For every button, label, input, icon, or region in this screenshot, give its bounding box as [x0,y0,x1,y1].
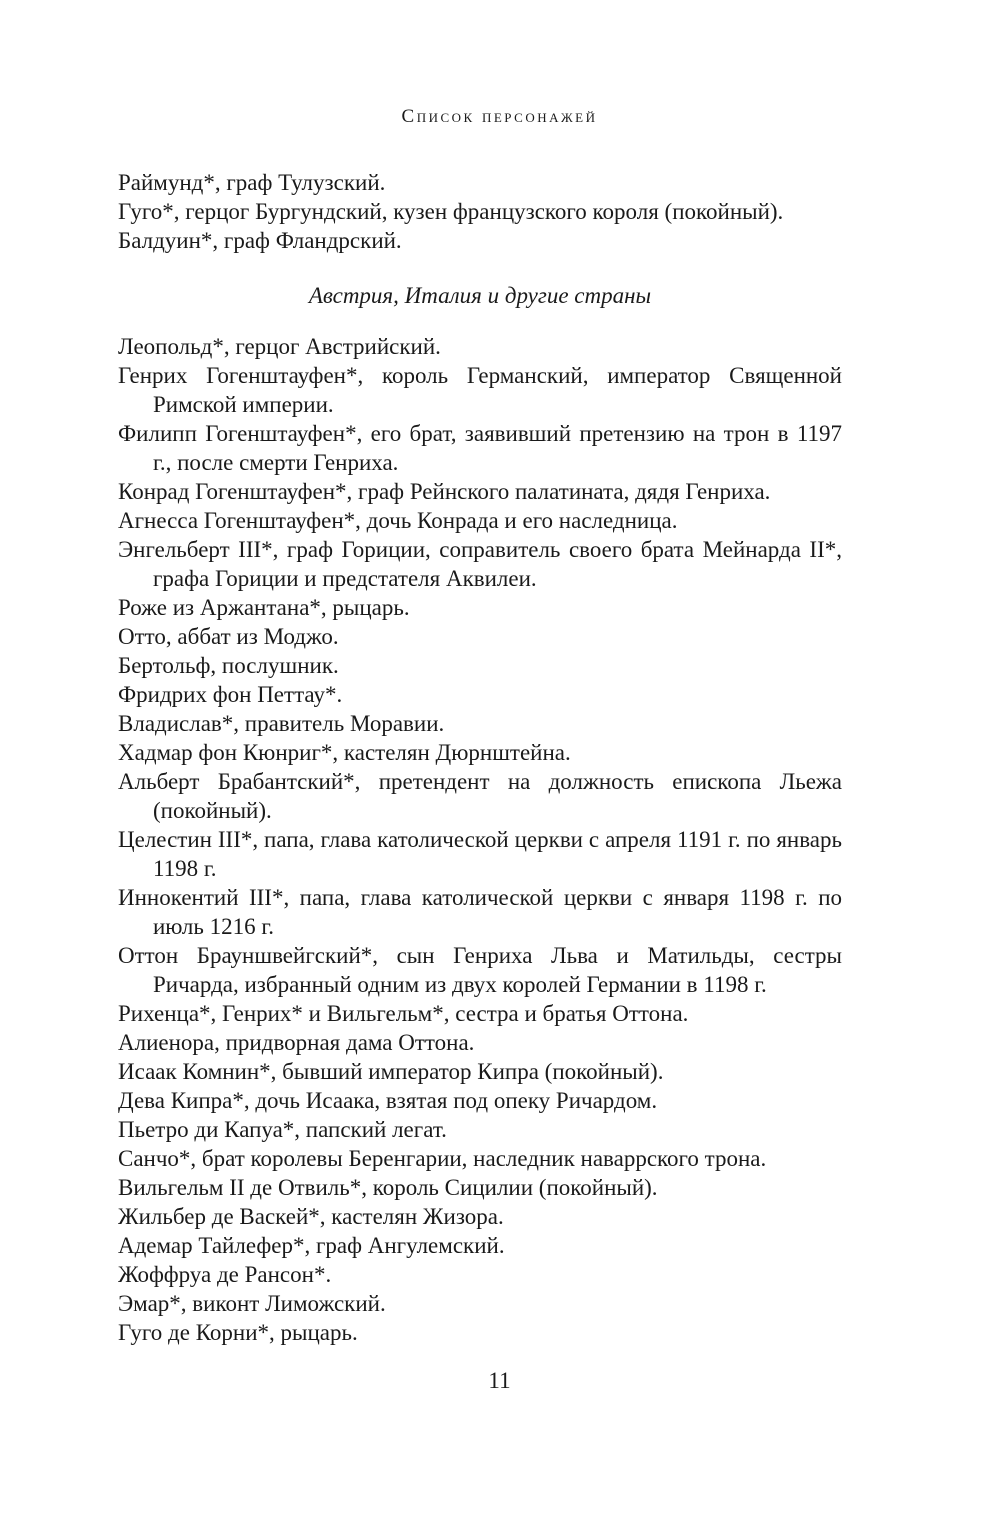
list-item: Бертольф, послушник. [118,653,339,678]
list-item: Санчо*, брат королевы Беренгарии, наследник наваррского трона. [118,1146,767,1171]
list-item: Гуго*, герцог Бургундский, кузен французского короля (покойный). [118,199,784,224]
list-item: Адемар Тайлефер*, граф Ангулемский. [118,1233,505,1258]
list-item: Хадмар фон Кюнриг*, кастелян Дюрнштейна. [118,740,571,765]
list-item: Эмар*, виконт Лиможский. [118,1291,386,1316]
list-item: Альберт Брабантский*, претендент на должность епископа Льежа (покойный). [118,769,842,823]
running-head: Список персонажей [401,106,598,127]
list-item: Отто, аббат из Моджо. [118,624,339,649]
list-item: Леопольд*, герцог Австрийский. [118,334,441,359]
list-item: Роже из Аржантана*, рыцарь. [118,595,410,620]
list-item: Вильгельм II де Отвиль*, король Сицилии (покойный). [118,1175,658,1200]
list-item: Агнесса Гогенштауфен*, дочь Конрада и его наследница. [118,508,678,533]
character-list [118,168,842,1347]
list-item: Рихенца*, Генрих* и Вильгельм*, сестра и братья Оттона. [118,1001,689,1026]
list-item: Конрад Гогенштауфен*, граф Рейнского палатината, дядя Генриха. [118,479,771,504]
list-item: Балдуин*, граф Фландрский. [118,228,402,253]
list-item: Оттон Брауншвейгский*, сын Генриха Льва и Матильды, сестры Ричарда, избранный одним из двух королей Германии в 1198 г. [118,943,842,997]
list-item: Иннокентий III*, папа, глава католической церкви с января 1198 г. по июль 1216 г. [118,885,842,939]
section-entries [118,332,842,1347]
list-item: Целестин III*, папа, глава католической церкви с апреля 1191 г. по январь 1198 г. [118,827,842,881]
list-item: Генрих Гогенштауфен*, король Германский, император Священной Римской империи. [118,363,842,417]
list-item: Энгельберт III*, граф Гориции, соправитель своего брата Мейнарда II*, графа Гориции и предстателя Аквилеи. [118,537,842,591]
list-item: Алиенора, придворная дама Оттона. [118,1030,475,1055]
list-item: Фридрих фон Петтау*. [118,682,343,707]
list-item: Филипп Гогенштауфен*, его брат, заявивший претензию на трон в 1197 г., после смерти Генриха. [118,421,842,475]
list-item: Гуго де Корни*, рыцарь. [118,1320,358,1345]
list-item: Исаак Комнин*, бывший император Кипра (покойный). [118,1059,664,1084]
list-item: Жоффруа де Рансон*. [118,1262,332,1287]
top-entries [118,168,842,255]
list-item: Жильбер де Васкей*, кастелян Жизора. [118,1204,504,1229]
page-number: 11 [488,1368,511,1393]
list-item: Пьетро ди Капуа*, папский легат. [118,1117,447,1142]
list-item: Владислав*, правитель Моравии. [118,711,445,736]
section-heading: Австрия, Италия и другие страны [308,283,652,308]
list-item: Раймунд*, граф Тулузский. [118,170,386,195]
list-item: Дева Кипра*, дочь Исаака, взятая под опеку Ричардом. [118,1088,658,1113]
